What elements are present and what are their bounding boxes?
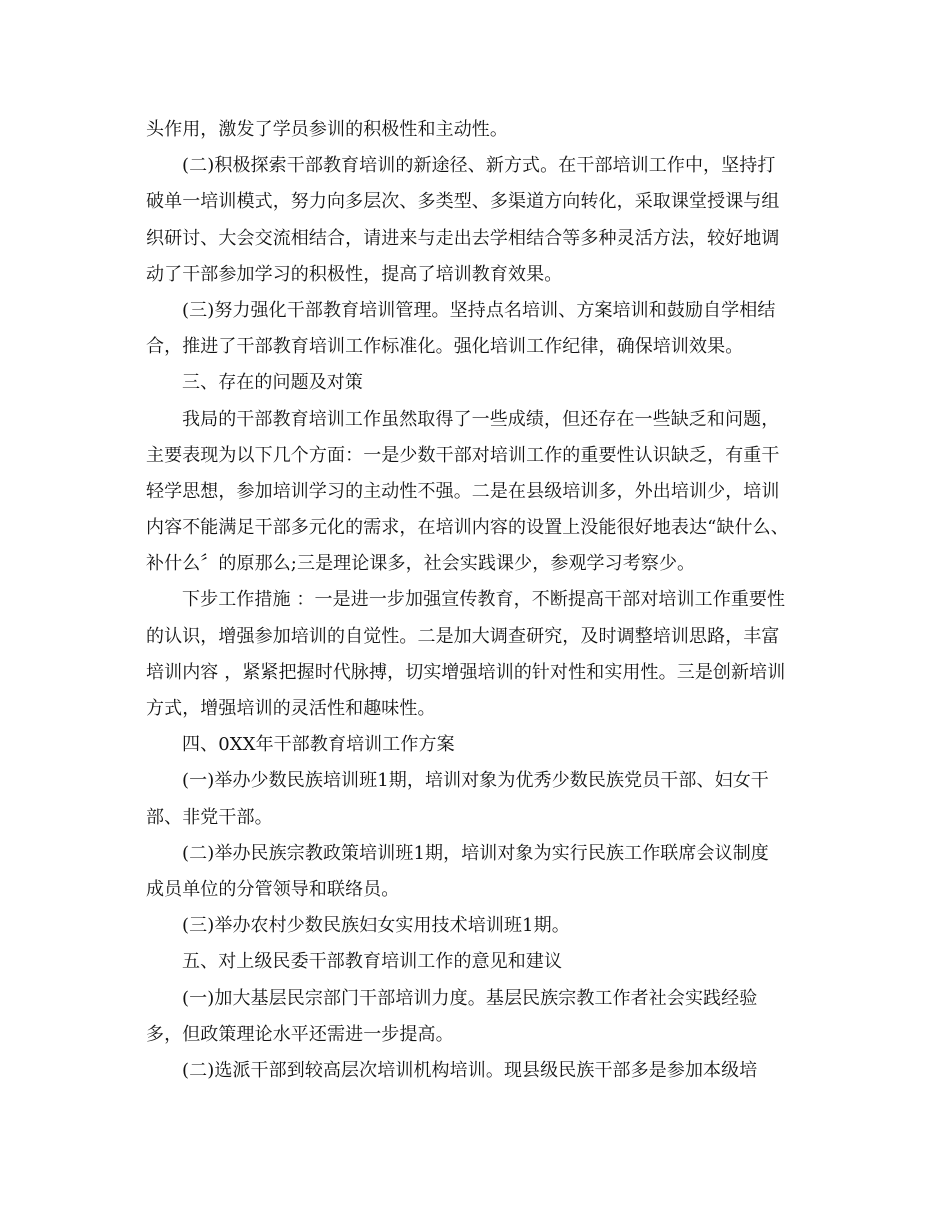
paragraph-line: (三)举办农村少数民族妇女实用技术培训班1期。 [182, 915, 570, 937]
section-heading: 五、对上级民委干部教育培训工作的意见和建议 [182, 951, 563, 973]
paragraph-line: (二)举办民族宗教政策培训班1期，培训对象为实行民族工作联席会议制度 [182, 842, 769, 864]
paragraph-line: (二)积极探索干部教育培训的新途径、新方式。在干部培训工作中，坚持打 [182, 155, 776, 177]
text-line: 破单一培训模式，努力向多层次、多类型、多渠道方向转化，采取课堂授课与组 [146, 191, 780, 213]
document-body [146, 112, 806, 1089]
text-line: 方式，增强培训的灵活性和趣味性。 [146, 698, 436, 719]
text-line: 培训内容 ，紧紧把握时代脉搏，切实增强培训的针对性和实用性。三是创新培训 [146, 661, 786, 683]
text-line: 内容不能满足干部多元化的需求，在培训内容的设置上没能很好地表达“缺什么、 [146, 517, 789, 539]
text-line: 动了干部参加学习的积极性，提高了培训教育效果。 [146, 263, 563, 285]
paragraph-line: (一)加大基层民宗部门干部培训力度。基层民族宗教工作者社会实践经验 [182, 987, 758, 1009]
section-heading: 四、0XX年干部教育培训工作方案 [182, 734, 455, 756]
paragraph-line: (二)选派干部到较高层次培训机构培训。现县级民族干部多是参加本级培 [182, 1059, 758, 1081]
paragraph-line: (一)举办少数民族培训班1期，培训对象为优秀少数民族党员干部、妇女干 [182, 770, 769, 792]
paragraph-line: (三)努力强化干部教育培训管理。坚持点名培训、方案培训和鼓励自学相结 [182, 299, 776, 321]
text-line: 轻学思想，参加培训学习的主动性不强。二是在县级培训多，外出培训少，培训 [146, 480, 780, 502]
text-line: 成员单位的分管领导和联络员。 [146, 878, 400, 900]
text-line: 主要表现为以下几个方面：一是少数干部对培训工作的重要性认识缺乏，有重干 [146, 444, 780, 466]
text-line: 合，推进了干部教育培训工作标准化。强化培训工作纪律，确保培训效果。 [146, 336, 744, 358]
section-heading: 三、存在的问题及对策 [182, 372, 363, 394]
paragraph-line: 下步工作措施 ：一是进一步加强宣传教育，不断提高干部对培训工作重要性 [182, 589, 786, 611]
text-line: 补什么〞的原那么;三是理论课多，社会实践课少，参观学习考察少。 [146, 553, 696, 575]
text-line: 部、非党干部。 [146, 806, 273, 828]
text-line: 的认识，增强参加培训的自觉性。二是加大调查研究，及时调整培训思路，丰富 [146, 625, 780, 647]
paragraph-line: 我局的干部教育培训工作虽然取得了一些成绩，但还存在一些缺乏和问题， [182, 408, 780, 430]
text-line: 头作用，激发了学员参训的积极性和主动性。 [146, 119, 508, 140]
text-line: 多，但政策理论水平还需进一步提高。 [146, 1023, 454, 1045]
text-line: 织研讨、大会交流相结合，请进来与走出去学相结合等多种灵活方法，较好地调 [146, 227, 780, 249]
